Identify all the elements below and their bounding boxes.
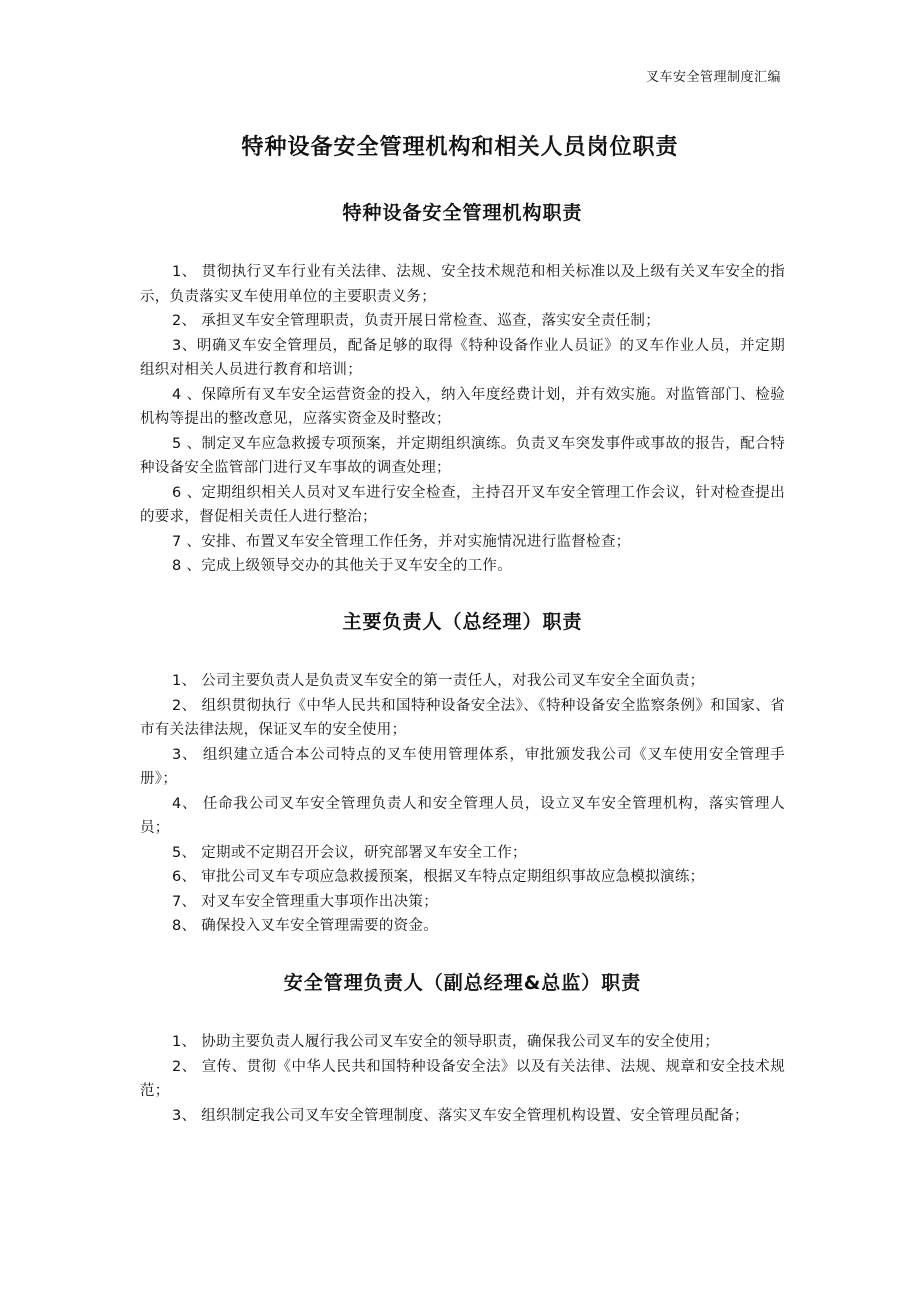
list-item: 6 、定期组织相关人员对叉车进行安全检查，主持召开叉车安全管理工作会议，针对检查提出的要求，督促相关责任人进行整治； <box>140 484 785 525</box>
list-item: 8 、完成上级领导交办的其他关于叉车安全的工作。 <box>172 558 513 574</box>
document-title: 特种设备安全管理机构和相关人员岗位职责 <box>241 135 679 160</box>
section-principal-duties <box>140 609 785 939</box>
list-item: 4、 任命我公司叉车安全管理负责人和安全管理人员，设立叉车安全管理机构，落实管理人员； <box>140 795 785 836</box>
list-item: 3、 组织建立适合本公司特点的叉车使用管理体系，审批颁发我公司《叉车使用安全管理手册》； <box>140 746 785 787</box>
list-item: 3、 组织制定我公司叉车安全管理制度、落实叉车安全管理机构设置、安全管理员配备； <box>172 1107 749 1124</box>
running-header: 叉车安全管理制度汇编 <box>645 70 781 85</box>
duty-list <box>140 669 785 939</box>
list-item: 7、 对叉车安全管理重大事项作出决策； <box>172 893 439 910</box>
section-organization-duties <box>140 200 785 579</box>
list-item: 5、 定期或不定期召开会议，研究部署叉车安全工作； <box>172 844 527 861</box>
list-item: 2、 组织贯彻执行《中华人民共和国特种设备安全法》、《特种设备安全监察条例》和国家、省市有关法律法规，保证叉车的安全使用； <box>140 697 785 738</box>
list-item: 7 、安排、布置叉车安全管理工作任务，并对实施情况进行监督检查； <box>172 533 631 550</box>
list-item: 1、 贯彻执行叉车行业有关法律、法规、安全技术规范和相关标准以及上级有关叉车安全的指示，负责落实叉车使用单位的主要职责义务； <box>140 264 785 305</box>
list-item: 8、 确保投入叉车安全管理需要的资金。 <box>172 918 439 934</box>
list-item: 5 、制定叉车应急救援专项预案，并定期组织演练。负责叉车突发事件或事故的报告，配合特种设备安全监管部门进行叉车事故的调查处理； <box>140 435 785 476</box>
section-safety-manager-duties <box>140 970 785 1128</box>
list-item: 2、 宣传、贯彻《中华人民共和国特种设备安全法》以及有关法律、法规、规章和安全技术规范； <box>140 1058 785 1099</box>
duty-list <box>140 1030 785 1128</box>
list-item: 1、 公司主要负责人是负责叉车安全的第一责任人，对我公司叉车安全全面负责； <box>172 673 705 689</box>
list-item: 2、 承担叉车安全管理职责，负责开展日常检查、巡查，落实安全责任制； <box>172 313 661 329</box>
list-item: 6、 审批公司叉车专项应急救援预案，根据叉车特点定期组织事故应急模拟演练； <box>172 869 705 885</box>
list-item: 4 、保障所有叉车安全运营资金的投入，纳入年度经费计划，并有效实施。对监管部门、检验机构等提出的整改意见，应落实资金及时整改； <box>140 386 785 427</box>
section-heading: 主要负责人（总经理）职责 <box>342 611 583 633</box>
section-heading: 特种设备安全管理机构职责 <box>342 202 583 224</box>
section-heading: 安全管理负责人（副总经理&总监）职责 <box>283 972 642 994</box>
list-item: 1、 协助主要负责人履行我公司叉车安全的领导职责，确保我公司叉车的安全使用； <box>172 1034 720 1050</box>
list-item: 3、明确叉车安全管理员，配备足够的取得《特种设备作业人员证》的叉车作业人员，并定期组织对相关人员进行教育和培训； <box>140 337 785 378</box>
duty-list <box>140 260 785 579</box>
